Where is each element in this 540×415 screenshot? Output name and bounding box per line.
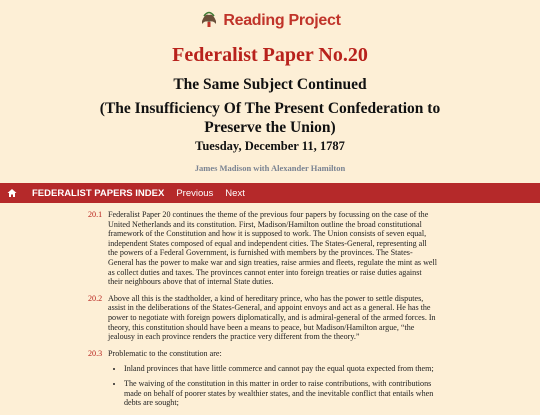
logo-text: Reading Project <box>223 12 341 29</box>
paragraph-number: 20.1 <box>88 210 103 219</box>
paragraph-text: Above all this is the stadtholder, a kind of hereditary prince, who has the power to settle disputes, assist in the deliberations of the States-General, and appoint envoys and act as a general. He has the power to negotiate with foreign powers diplomatically, and is admiral-general of the armed forces. In theory, this constitution should have been a means to peace, but Madison/Hamilton argue, “the jealousy in each province renders the practice very different from the theory.” <box>108 293 436 342</box>
paragraph-number: 20.2 <box>88 293 103 303</box>
publication-date: Tuesday, December 11, 1787 <box>195 139 345 153</box>
nav-previous-link[interactable]: Previous <box>176 187 214 199</box>
nav-index-link[interactable]: FEDERALIST PAPERS INDEX <box>32 187 165 199</box>
article-body <box>0 210 540 415</box>
issues-list <box>108 364 438 407</box>
home-icon[interactable] <box>2 188 22 198</box>
navbar <box>0 183 540 203</box>
book-icon <box>199 9 219 34</box>
paragraph-text: Federalist Paper 20 continues the theme of the previous four papers by focussing on the case of the United Netherlands and its constitution. First, Madison/Hamilton outline the broad constitutional framework of the Constitution and how it is supposed to work. The Union consists of seven equal, independent States composed of equal and independent cities. The States-General, representing all the powers of a Federal Government, is furnished with members by the provinces. The States-General has the power to make war and sign treaties, raise armies and fleets, regulate the mint as well as collect duties and taxes. The provinces cannot enter into foreign treaties or raise duties against their neighbours above that of internal State duties. <box>108 210 438 287</box>
paragraph-text: Problematic to the constitution are: <box>108 348 222 358</box>
page-subtitle-secondary: (The Insufficiency Of The Present Confederation to Preserve the Union) <box>99 100 441 136</box>
authors-line: James Madison with Alexander Hamilton <box>194 163 346 173</box>
page-subtitle: The Same Subject Continued <box>173 76 367 93</box>
paragraph <box>88 348 438 408</box>
paragraph-number: 20.3 <box>88 348 103 358</box>
list-item: • Inland provinces that have little commerce and cannot pay the equal quota expected from them; <box>124 364 438 374</box>
site-logo[interactable] <box>0 10 540 32</box>
page-title: Federalist Paper No.20 <box>172 44 368 66</box>
paragraph <box>88 210 438 287</box>
paragraph <box>88 293 438 342</box>
list-item: • The waiving of the constitution in this matter in order to raise contributions, with contributions made on behalf of poorer states by wealthier states, and the inevitable conflict that entails when debts are sought; <box>124 379 438 408</box>
nav-next-link[interactable]: Next <box>225 187 245 199</box>
